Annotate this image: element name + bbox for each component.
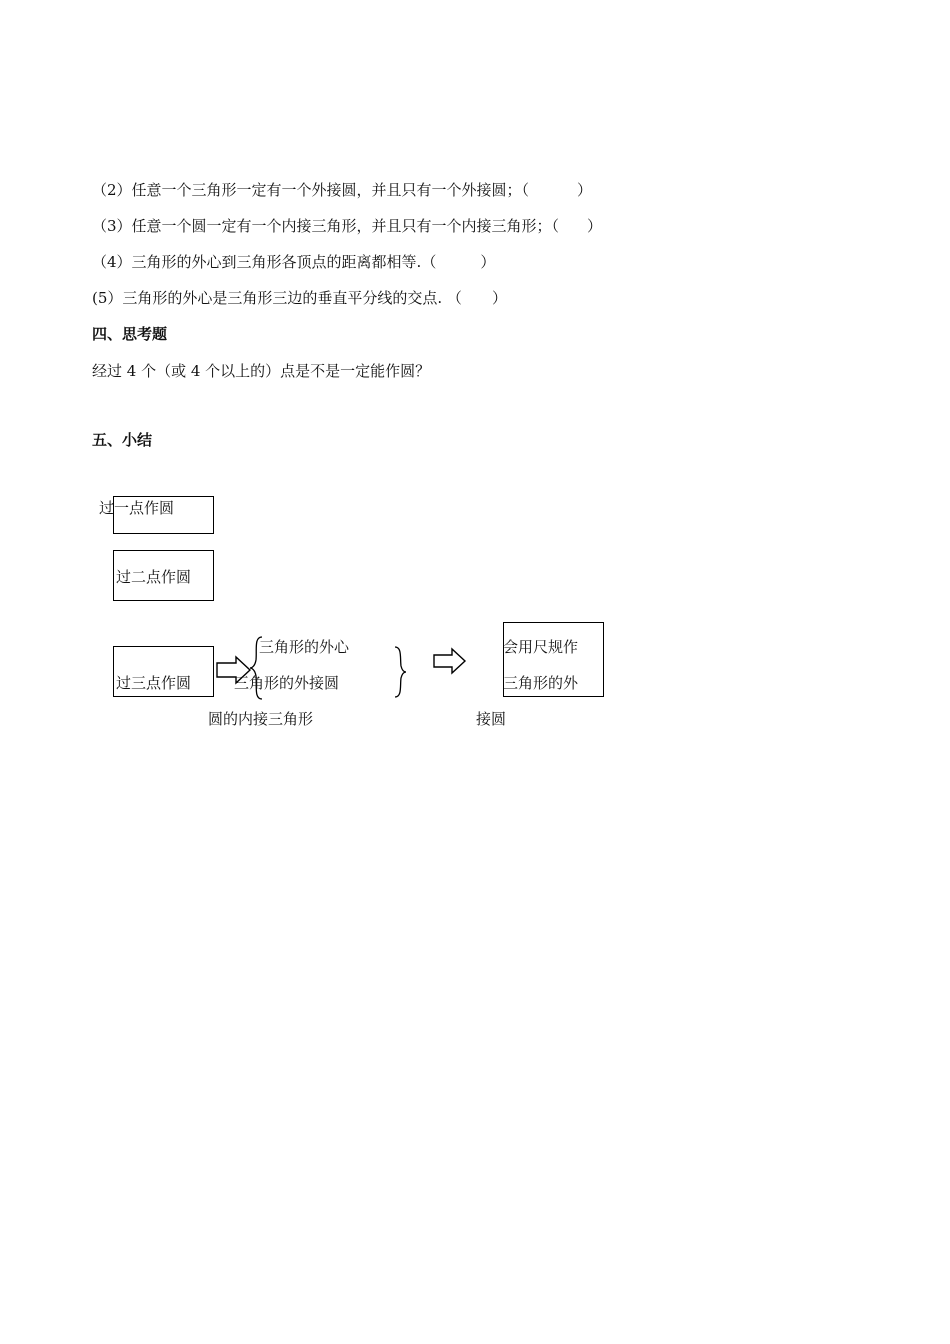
judgement-3-close: ）	[587, 217, 603, 235]
brace-item-circumcenter: 三角形的外心	[259, 638, 350, 656]
judgement-5-close: ）	[491, 289, 507, 307]
right-brace-icon	[394, 646, 408, 698]
judgement-3-text: （3）任意一个圆一定有一个内接三角形，并且只有一个内接三角形；（	[92, 217, 560, 235]
judgement-2	[92, 180, 592, 200]
judgement-3	[92, 216, 602, 236]
section5-heading: 五、小结	[92, 431, 153, 449]
box-one-point-label: 过一点作圆	[99, 499, 175, 517]
judgement-4-close: ）	[480, 253, 496, 271]
judgement-5	[92, 288, 507, 308]
brace-item-circumcircle: 三角形的外接圆	[234, 674, 340, 692]
judgement-2-close: ）	[577, 181, 593, 199]
box-two-points-label: 过二点作圆	[116, 568, 192, 586]
brace-item-inscribed-triangle: 圆的内接三角形	[208, 710, 314, 728]
result-line-3: 接圆	[476, 710, 507, 728]
judgement-4	[92, 252, 495, 272]
result-line-1: 会用尺规作	[503, 638, 579, 656]
section4-heading: 四、思考题	[92, 325, 168, 343]
box-three-points-label: 过三点作圆	[116, 674, 192, 692]
arrow-right-icon	[433, 648, 467, 674]
result-line-2: 三角形的外	[503, 674, 579, 692]
judgement-5-text: (5）三角形的外心是三角形三边的垂直平分线的交点. （	[92, 289, 462, 307]
judgement-4-text: （4）三角形的外心到三角形各顶点的距离都相等.（	[92, 253, 437, 271]
judgement-2-text: （2）任意一个三角形一定有一个外接圆，并且只有一个外接圆；（	[92, 181, 530, 199]
section4-question: 经过 4 个（或 4 个以上的）点是不是一定能作圆？	[92, 362, 431, 380]
